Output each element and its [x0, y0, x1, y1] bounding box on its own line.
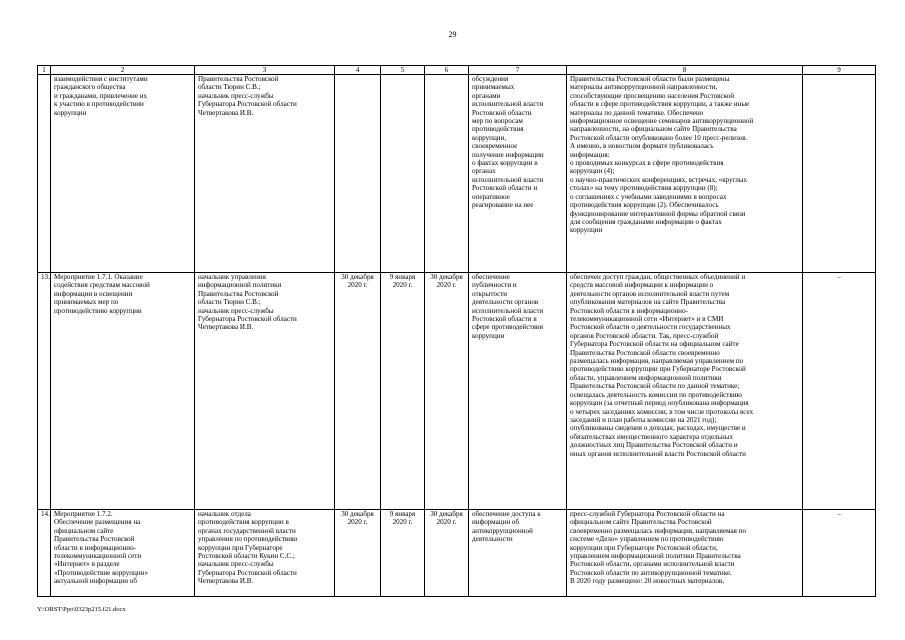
page-number: 29 [448, 30, 457, 39]
row-number: 14. [38, 510, 51, 597]
end-date-cell [425, 75, 469, 273]
header-cell: 7 [469, 66, 567, 75]
table-header-row [38, 66, 876, 75]
note-cell [803, 75, 876, 273]
expected-result-cell: обеспечение доступа к информации об антикоррупционной деятельности [469, 510, 567, 597]
end-date-cell: 30 декабря 2020 г. [425, 273, 469, 510]
table-row [38, 273, 876, 510]
actual-result-cell: Правительства Ростовской области были размещены материалы антикоррупционной направленности, способствующие просвещению населения Ростовской области в сфере противодействия коррупции, а также иные материалы по данной тематике. Обеспечено информационное освещение семинаров антикоррупционной направленности, на официальном сайте Правительства Ростовской области опубликовано более 10 пресс-релизов. А именно, в новостном формате публиковалась информация: о проводимых конкурсах в сфере противодействия коррупции (4); о научно-практических конференциях, встречах, «круглых столах» на тему противодействия коррупции (8); о соглашениях с учебными заведениями в вопросах противодействия коррупции (2). Обеспечивалось функционирование интерактивной формы обратной связи для сообщения гражданами информации о фактах коррупции [567, 75, 803, 273]
end-date-cell: 30 декабря 2020 г. [425, 510, 469, 597]
note-cell: – [803, 510, 876, 597]
note-cell: – [803, 273, 876, 510]
planned-date-cell: 30 декабря 2020 г. [335, 510, 381, 597]
actual-result-cell: пресс-службой Губернатора Ростовской области на официальном сайте Правительства Ростовской своевременно размещалась информация, направляемая по системе «Дело» управлением по противодействию коррупции при Губернаторе Ростовской области, управлением информационной политики Правительства Ростовской области, органами исполнительной власти Ростовской области по антикоррупционной тематике. В 2020 году размещено: 20 новостных материалов, [567, 510, 803, 597]
header-cell: 2 [51, 66, 195, 75]
start-date-cell: 9 января 2020 г. [381, 273, 425, 510]
header-cell: 9 [803, 66, 876, 75]
responsible-cell: начальник управления информационной политики Правительства Ростовской области Тюрин С.В.; начальник пресс-службы Губернатора Ростовской области Четвертакова И.В. [195, 273, 335, 510]
measure-cell: Мероприятие 1.7.2. Обеспечение размещения на официальном сайте Правительства Ростовской области в информационно- телекоммуникационной сети «Интернет» в разделе «Противодействие коррупции» актуальной информации об [51, 510, 195, 597]
report-table [37, 65, 876, 597]
header-cell: 5 [381, 66, 425, 75]
row-number [38, 75, 51, 273]
start-date-cell [381, 75, 425, 273]
header-cell: 3 [195, 66, 335, 75]
planned-date-cell [335, 75, 381, 273]
planned-date-cell: 30 декабря 2020 г. [335, 273, 381, 510]
responsible-cell: Правительства Ростовской области Тюрин С.В.; начальник пресс-службы Губернатора Ростовской области Четвертакова И.В. [195, 75, 335, 273]
header-cell: 4 [335, 66, 381, 75]
expected-result-cell: обеспечение публичности и открытости деятельности органов исполнительной власти Ростовской области в сфере противодействия коррупции [469, 273, 567, 510]
actual-result-cell: обеспечен доступ граждан, общественных объединений и средств массовой информации к информации о деятельности органов исполнительной власти путем опубликования материалов на сайте Правительства Ростовской области в информационно- телекоммуникационной сети «Интернет» и в СМИ Ростовской области о деятельности государственных органов Ростовской области. Так, пресс-службой Губернатора Ростовской области на официальном сайте Правительства Ростовской области своевременно размещалась информация, направляемая управлением по противодействию коррупции при Губернаторе Ростовской области, управлением информационной политики Правительства Ростовской области по данной тематике; освещалась деятельность комиссии по противодействию коррупции (за отчетный период опубликована информация о четырех заседаниях комиссии, в том числе протоколы всех заседаний и план работы комиссии на 2021 год); опубликованы сведения о доходах, расходах, имуществе и обязательствах имущественного характера отдельных должностных лиц Правительства Ростовской области и иных органов исполнительной власти Ростовской области [567, 273, 803, 510]
header-cell: 8 [567, 66, 803, 75]
start-date-cell: 9 января 2020 г. [381, 510, 425, 597]
measure-cell: Мероприятие 1.7.1. Оказание содействия средствам массовой информации в освещении принимаемых мер по противодействию коррупции [51, 273, 195, 510]
table-row [38, 510, 876, 597]
header-cell: 6 [425, 66, 469, 75]
file-path-footer: Y:\ORST\Ppo\0323p215.f21.docx [37, 606, 126, 613]
header-cell: 1 [38, 66, 51, 75]
table-row [38, 75, 876, 273]
row-number: 13. [38, 273, 51, 510]
measure-cell: взаимодействия с институтами гражданского общества и гражданами, привлечение их к участию в противодействии коррупции [51, 75, 195, 273]
responsible-cell: начальник отдела противодействия коррупции в органах государственной власти управления по противодействию коррупции при Губернаторе Ростовской области Кукин С.С.; начальник пресс-службы Губернатора Ростовской области Четвертакова И.В. [195, 510, 335, 597]
expected-result-cell: обсуждения принимаемых органами исполнительной власти Ростовской области мер по вопросам противодействия коррупции, своевременное получение информации о фактах коррупции в органах исполнительной власти Ростовской области и оперативное реагирование на нее [469, 75, 567, 273]
